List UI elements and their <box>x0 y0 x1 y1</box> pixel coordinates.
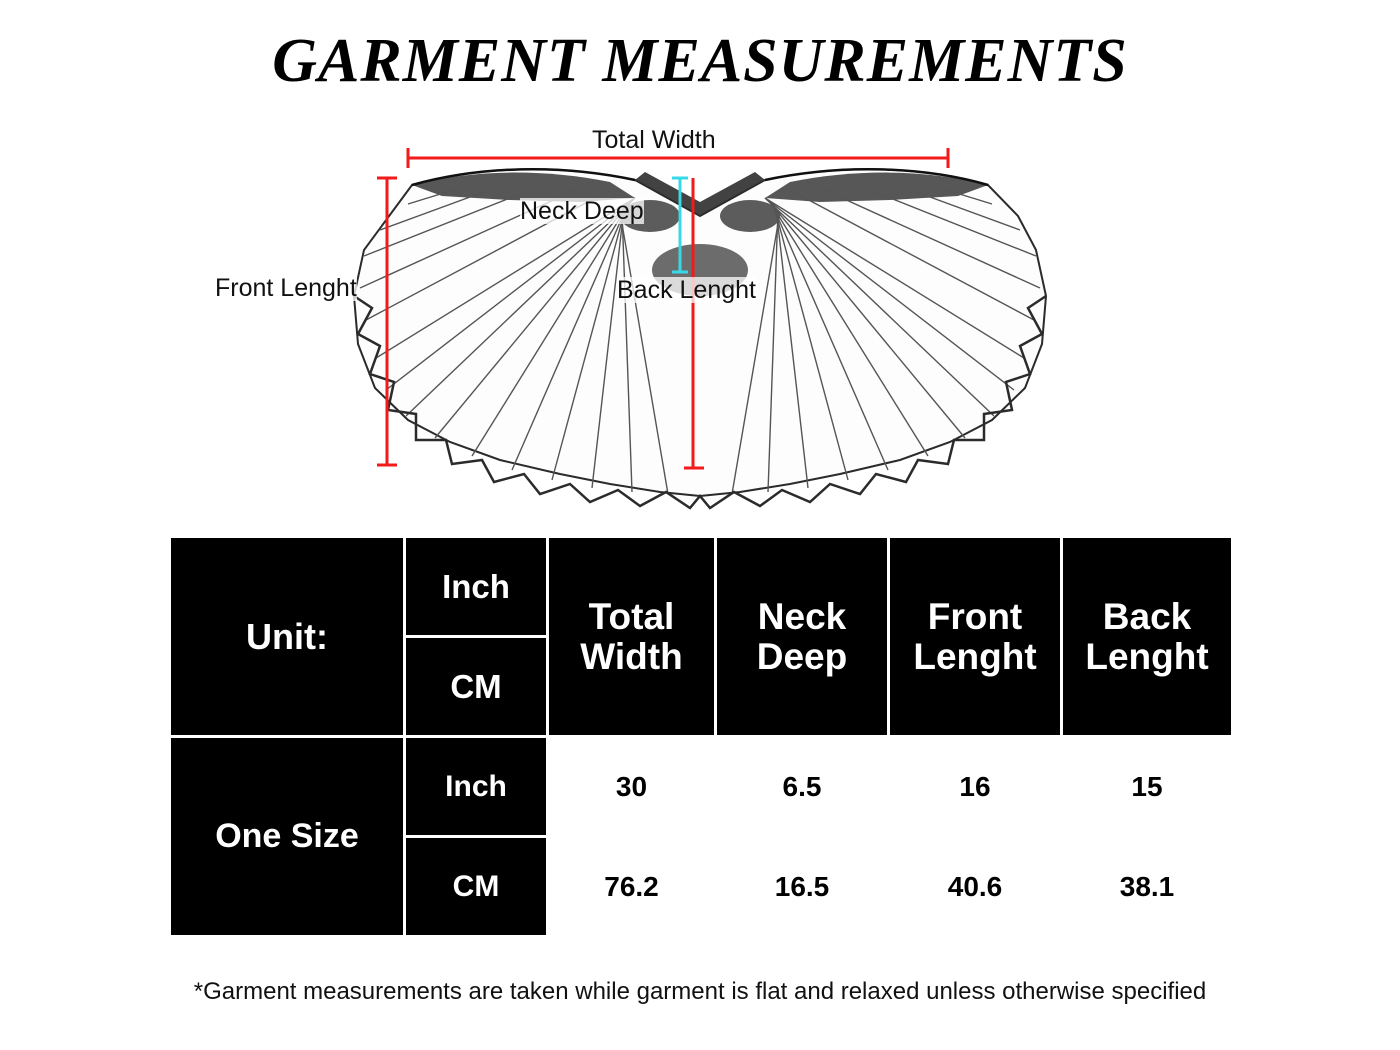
header-unit-label: Unit: <box>170 537 405 737</box>
header-unit-inch: Inch <box>405 537 548 637</box>
cell-inch-back-length: 15 <box>1062 737 1233 837</box>
label-front-length: Front Lenght <box>215 274 357 302</box>
label-neck-deep: Neck Deep <box>520 197 644 225</box>
table-header-row-1 <box>170 537 1233 637</box>
row-unit-cm: CM <box>405 837 548 937</box>
dimension-lines <box>180 120 1220 510</box>
label-total-width: Total Width <box>592 126 716 154</box>
header-total-width: Total Width <box>548 537 716 737</box>
cell-inch-neck-deep: 6.5 <box>716 737 889 837</box>
row-label-one-size: One Size <box>170 737 405 937</box>
header-unit-cm: CM <box>405 637 548 737</box>
cell-inch-front-length: 16 <box>889 737 1062 837</box>
size-chart-table <box>168 535 1234 938</box>
header-neck-deep: Neck Deep <box>716 537 889 737</box>
label-back-length: Back Lenght <box>617 276 756 304</box>
cell-cm-front-length: 40.6 <box>889 837 1062 937</box>
table-row <box>170 737 1233 837</box>
measurement-diagram <box>180 120 1220 510</box>
header-front-length: Front Lenght <box>889 537 1062 737</box>
header-back-length: Back Lenght <box>1062 537 1233 737</box>
footnote: *Garment measurements are taken while garment is flat and relaxed unless otherwise specified <box>193 978 1207 1005</box>
cell-cm-total-width: 76.2 <box>548 837 716 937</box>
cell-cm-back-length: 38.1 <box>1062 837 1233 937</box>
cell-cm-neck-deep: 16.5 <box>716 837 889 937</box>
page-title: GARMENT MEASUREMENTS <box>272 27 1128 95</box>
cell-inch-total-width: 30 <box>548 737 716 837</box>
row-unit-inch: Inch <box>405 737 548 837</box>
